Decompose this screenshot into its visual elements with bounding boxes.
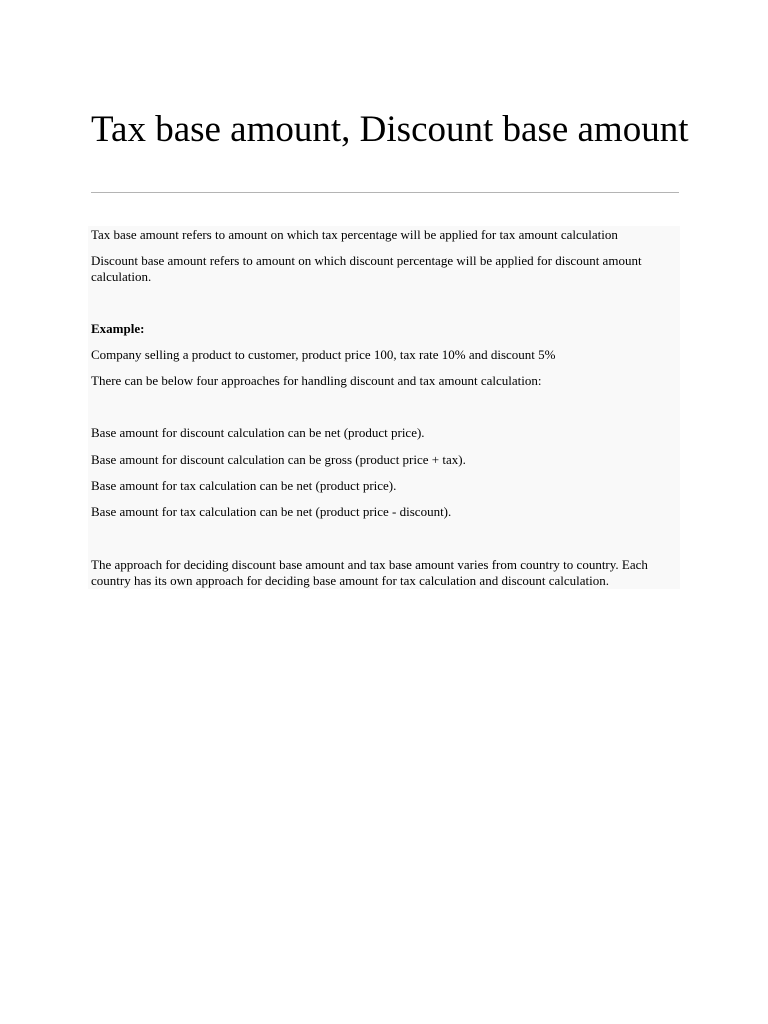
title-divider [91, 192, 679, 193]
page-title: Tax base amount, Discount base amount [91, 109, 689, 150]
approach-item: Base amount for discount calculation can be gross (product price + tax). [91, 452, 466, 467]
approach-item: Base amount for tax calculation can be net (product price). [91, 478, 397, 493]
paragraph-closing: The approach for deciding discount base amount and tax base amount varies from country to country. Each country has its own approach for deciding base amount for tax calculation and discount calculation. [91, 557, 648, 588]
paragraph-tax-base-definition: Tax base amount refers to amount on which tax percentage will be applied for tax amount calculation [91, 227, 618, 242]
approach-item: Base amount for discount calculation can be net (product price). [91, 425, 425, 440]
article-body [88, 226, 680, 589]
paragraph-discount-base-definition: Discount base amount refers to amount on which discount percentage will be applied for discount amount calculation. [91, 253, 642, 284]
example-heading: Example: [91, 321, 145, 336]
paragraph-approaches-intro: There can be below four approaches for handling discount and tax amount calculation: [91, 373, 542, 388]
approach-item: Base amount for tax calculation can be net (product price - discount). [91, 504, 452, 519]
paragraph-example-scenario: Company selling a product to customer, product price 100, tax rate 10% and discount 5% [91, 347, 556, 362]
